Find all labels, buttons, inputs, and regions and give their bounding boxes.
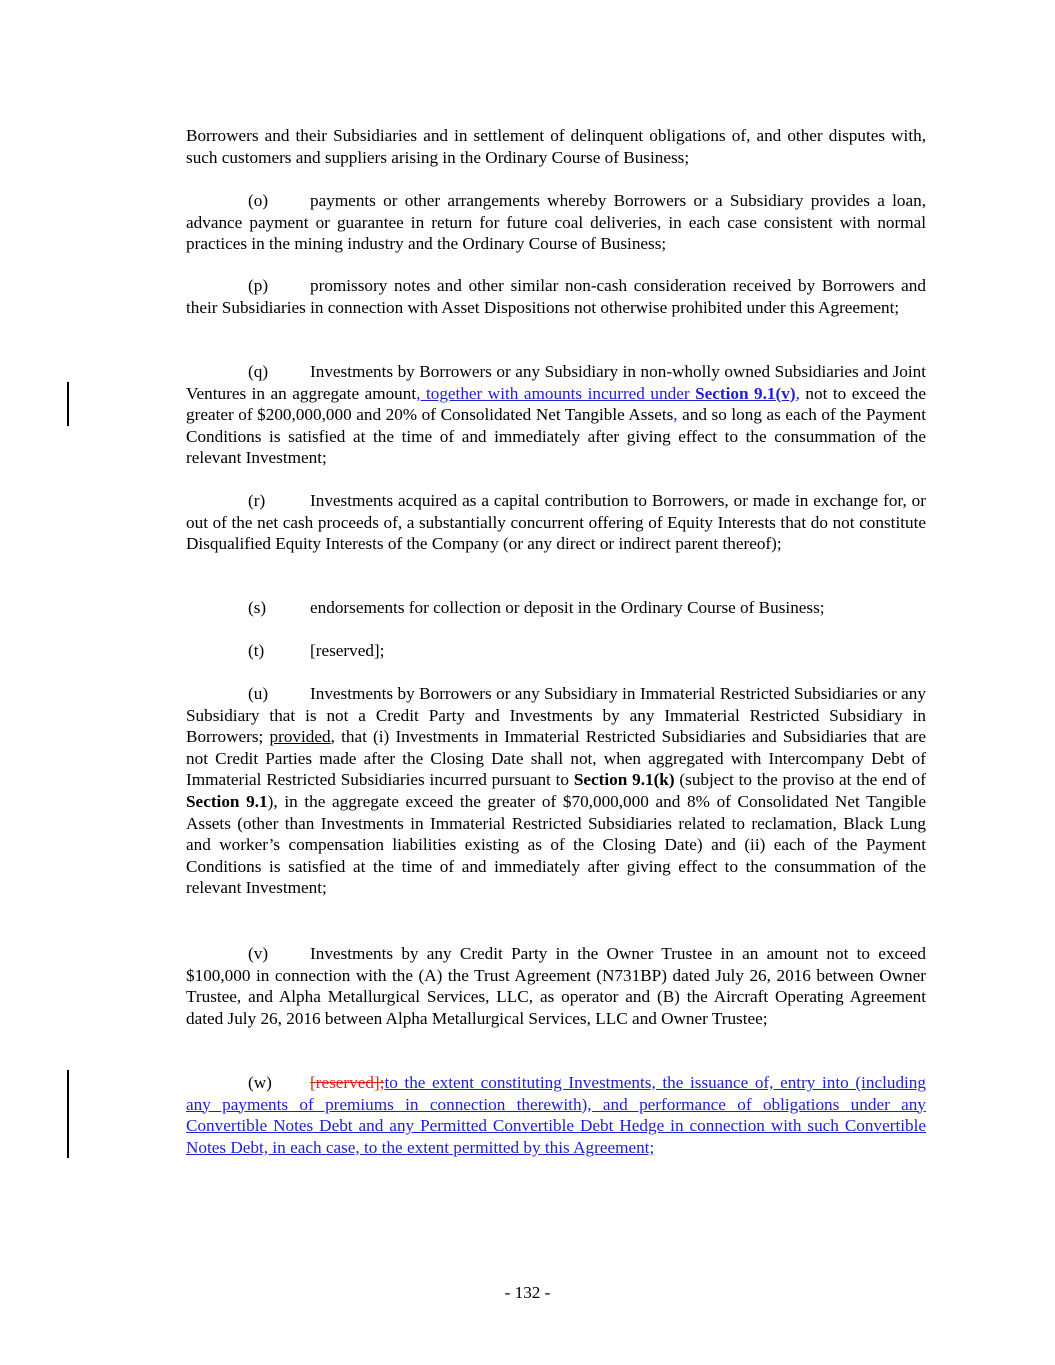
item-text-q-c: and so long as each of the Payment Conditions is satisfied at the time of and immediately after giving effect to the consummation of the relevant Investment; xyxy=(186,405,926,468)
paragraph-o xyxy=(186,190,926,255)
item-label-w: (w) xyxy=(248,1073,272,1092)
item-text-r: Investments acquired as a capital contribution to Borrowers, or made in exchange for, or out of the net cash proceeds of, a substantially concurrent offering of Equity Interests that do not constitute Disqualified Equity Interests of the Company (or any direct or indirect parent thereof); xyxy=(186,491,926,554)
inserted-text-w: to the extent constituting Investments, the issuance of, entry into (including any payments of premiums in connection therewith), and performance of obligations under any Convertible Notes Debt and any Permitted Convertible Debt Hedge in connection with such Convertible Notes Debt, in each case, to the extent permitted by this Agreement; xyxy=(186,1073,926,1157)
item-label-t: (t) xyxy=(248,641,265,660)
item-text-o: payments or other arrangements whereby Borrowers or a Subsidiary provides a loan, advance payment or guarantee in return for future coal deliveries, in each case consistent with normal practices in the mining industry and the Ordinary Course of Business; xyxy=(186,191,926,254)
provided-term: provided xyxy=(269,727,331,747)
section-ref-9-1-k: Section 9.1(k) xyxy=(573,770,675,790)
paragraph-p xyxy=(186,275,926,318)
inserted-section-ref-q: Section 9.1(v) xyxy=(695,383,796,403)
deleted-text-w: [reserved]; xyxy=(310,1073,385,1092)
item-label-v: (v) xyxy=(248,944,269,963)
item-text-u-a: Investments by Borrowers or any Subsidiary in Immaterial Restricted Subsidiaries or any Subsidiary that is not a Credit Party and Investments by any Immaterial Restricted Subsidiary in Borrowers; xyxy=(186,684,926,747)
page-number: - 132 - xyxy=(504,1283,551,1302)
item-text-u-b: , that (i) Investments in Immaterial Restricted Subsidiaries and Subsidiaries that are not Credit Parties made after the Closing Date shall not, when aggregated with Intercompany Debt of Immaterial Restricted Subsidiaries incurred pursuant to xyxy=(186,727,927,790)
item-text-t: [reserved]; xyxy=(310,641,385,660)
section-ref-9-1: Section 9.1 xyxy=(186,791,268,811)
item-text-u-d: ), in the aggregate exceed the greater of $70,000,000 and 8% of Consolidated Net Tangible Assets (other than Investments in Immaterial Restricted Subsidiaries related to reclamation, Black Lung and worker’s compensation liabilities existing as of the Closing Date) and (ii) each of the Payment Conditions is satisfied at the time of and immediately after giving effect to the consummation of the relevant Investment; xyxy=(186,791,926,898)
paragraph-u xyxy=(186,683,926,899)
paragraph-w xyxy=(186,1072,926,1158)
item-text-v: Investments by any Credit Party in the Owner Trustee in an amount not to exceed $100,000 in connection with the (A) the Trust Agreement (N731BP) dated July 26, 2016 between Owner Trustee, and Alpha Metallurgical Services, LLC, as operator and (B) the Aircraft Operating Agreement dated July 26, 2016 between Alpha Metallurgical Services, LLC and Owner Trustee; xyxy=(186,944,926,1028)
inserted-text-q-a: , together with amounts incurred under xyxy=(416,383,696,403)
change-bar-w xyxy=(67,1070,69,1158)
item-text-p: promissory notes and other similar non-cash consideration received by Borrowers and their Subsidiaries in connection with Asset Dispositions not otherwise prohibited under this Agreement; xyxy=(186,276,926,317)
paragraph-s xyxy=(186,597,926,619)
item-text-q-b: not to exceed the greater of $200,000,000 and 20% of Consolidated Net Tangible Assets xyxy=(186,383,926,425)
item-label-u: (u) xyxy=(248,684,269,703)
change-bar-q xyxy=(67,382,69,426)
item-label-o: (o) xyxy=(248,191,269,210)
item-label-p: (p) xyxy=(248,276,269,295)
inserted-text-q-b: , xyxy=(795,383,800,403)
item-label-r: (r) xyxy=(248,491,266,510)
paragraph-v xyxy=(186,943,926,1029)
paragraph-q xyxy=(186,361,926,469)
continuation-text: Borrowers and their Subsidiaries and in settlement of delinquent obligations of, and other disputes with, such customers and suppliers arising in the Ordinary Course of Business; xyxy=(186,126,926,167)
paragraph-t xyxy=(186,640,926,662)
inserted-comma-q: , xyxy=(673,405,678,425)
item-text-s: endorsements for collection or deposit in the Ordinary Course of Business; xyxy=(310,598,825,617)
paragraph-continuation xyxy=(186,125,926,168)
item-label-q: (q) xyxy=(248,362,269,381)
paragraph-r xyxy=(186,490,926,555)
item-label-s: (s) xyxy=(248,598,267,617)
item-text-q-a: Investments by Borrowers or any Subsidiary in non-wholly owned Subsidiaries and Joint Ventures in an aggregate amount xyxy=(186,362,926,403)
item-text-u-c: (subject to the proviso at the end of xyxy=(674,770,926,790)
